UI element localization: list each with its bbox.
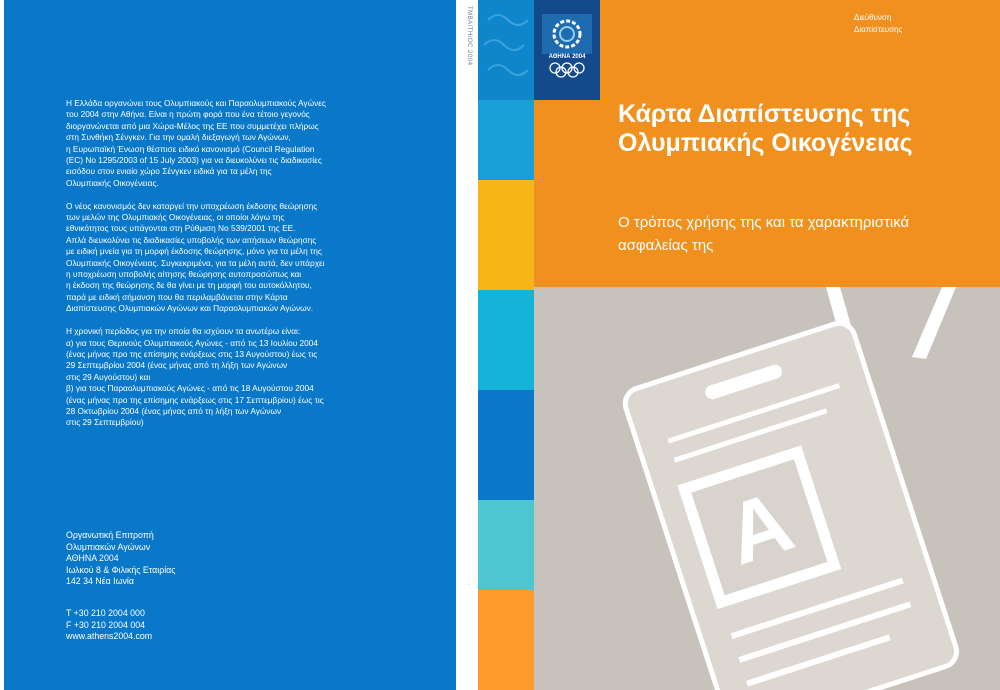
paragraph-period: Η χρονική περίοδος για την οποία θα ισχύουν τα ανωτέρω είναι: α) για τους Θερινούς Ολυμπιακούς Αγώνες - από τις 13 Ιουλίου 2004 (ένας μήνας προ της επίσημης ενάρξεως στις 13 Αυγούστου) έως τις 29 Σεπτεμβρίου 2004 (ένας μήνας από τη λήξη των Αγώνων στις 29 Αυγούστου) και β) για τους Παραολυμπιακούς Αγώνες - από τις 18 Αυγούστου 2004 (ένας μήνας προ της επίσημης ενάρξεως στις 17 Σεπτεμβρίου) έως τις 28 Οκτωβρίου 2004 (ένας μήνας από τη λήξη των Αγώνων στις 29 Σεπτεμβρίου)	[66, 326, 324, 428]
olive-wreath-icon	[542, 14, 592, 54]
paragraph-intro: Η Ελλάδα οργανώνει τους Ολυμπιακούς και Παραολυμπιακούς Αγώνες του 2004 στην Αθήνα. Είναι η πρώτη φορά που ένα τέτοιο γεγονός διοργανώνεται από μια Χώρα-Μέλος της ΕΕ που συμμετέχει πλήρως στη Συνθήκη Σένγκεν. Για την ομαλή διεξαγωγή των Αγώνων, η Ευρωπαϊκή Ένωση θέσπισε ειδικό κανονισμό (Council Regulation (EC) No 1295/2003 of 15 July 2003) για να διευκολύνει τις διαδικασίες εισόδου στον ενιαίο χώρο Σένγκεν ειδικά για τα μέλη της Ολυμπιακής Οικογένειας.	[66, 98, 326, 188]
spine	[456, 0, 478, 690]
website-link[interactable]: www.athens2004.com	[66, 631, 153, 642]
fax-number: F +30 210 2004 004	[66, 619, 145, 630]
back-cover	[4, 0, 456, 690]
badge-illustration-panel	[534, 287, 1000, 690]
athens-2004-logo	[534, 0, 600, 100]
cover-subtitle: Ο τρόπος χρήσης της και τα χαρακτηριστικά ασφαλείας της	[618, 214, 910, 254]
olympic-rings-icon	[548, 62, 586, 78]
organizer-address: Οργανωτική Επιτροπή Ολυμπιακών Αγώνων ΑΘΗΝΑ 2004 Ιωλκού 8 & Φιλικής Εταιρίας 142 34 Νέα Ιωνία	[66, 530, 176, 587]
contact-block	[66, 608, 152, 643]
cover-title: Κάρτα Διαπίστευσης της Ολυμπιακής Οικογένειας	[618, 100, 913, 157]
spine-text: ΤΜΒΑ/ΤΗ/ΟC 2004	[466, 6, 472, 66]
paragraph-regulation: Ο νέος κανονισμός δεν καταργεί την υποχρέωση έκδοσης θεώρησης των μελών της Ολυμπιακής Οικογένειας, οι οποίοι λόγω της εθνικότητος τους υπάγονται στη Ρύθμιση No 539/2001 της ΕΕ. Απλά διευκολύνει τις διαδικασίες υποβολής των αιτήσεων θεώρησης με ειδική μνεία για τη μορφή έκδοσης θεώρησης, μόνο για τα μέλη της Ολυμπιακής Οικογένειας. Συγκεκριμένα, για τα μέλη αυτά, δεν υπάρχει η υποχρέωση υποβολής αίτησης θεώρησης αυτοπροσώπως και η έκδοση της θεώρησης δε θα γίνει με τη μορφή του αυτοκόλλητου, παρά με ειδική σήμανση που θα περιλαμβάνεται στην Κάρτα Διαπίστευσης Ολυμπιακών Αγώνων και Παραολυμπιακών Αγώνων.	[66, 200, 325, 314]
department-label: Διεύθυνση Διαπίστευσης	[854, 13, 903, 34]
front-cover	[478, 0, 1000, 690]
decorative-stripes	[478, 0, 534, 690]
phone-number: T +30 210 2004 000	[66, 608, 145, 618]
badge-letter: A	[715, 472, 804, 584]
badge-letter-layer	[534, 287, 1000, 690]
logo-caption: ΑΘΗΝΑ 2004	[548, 54, 586, 60]
back-cover-text	[66, 98, 396, 440]
